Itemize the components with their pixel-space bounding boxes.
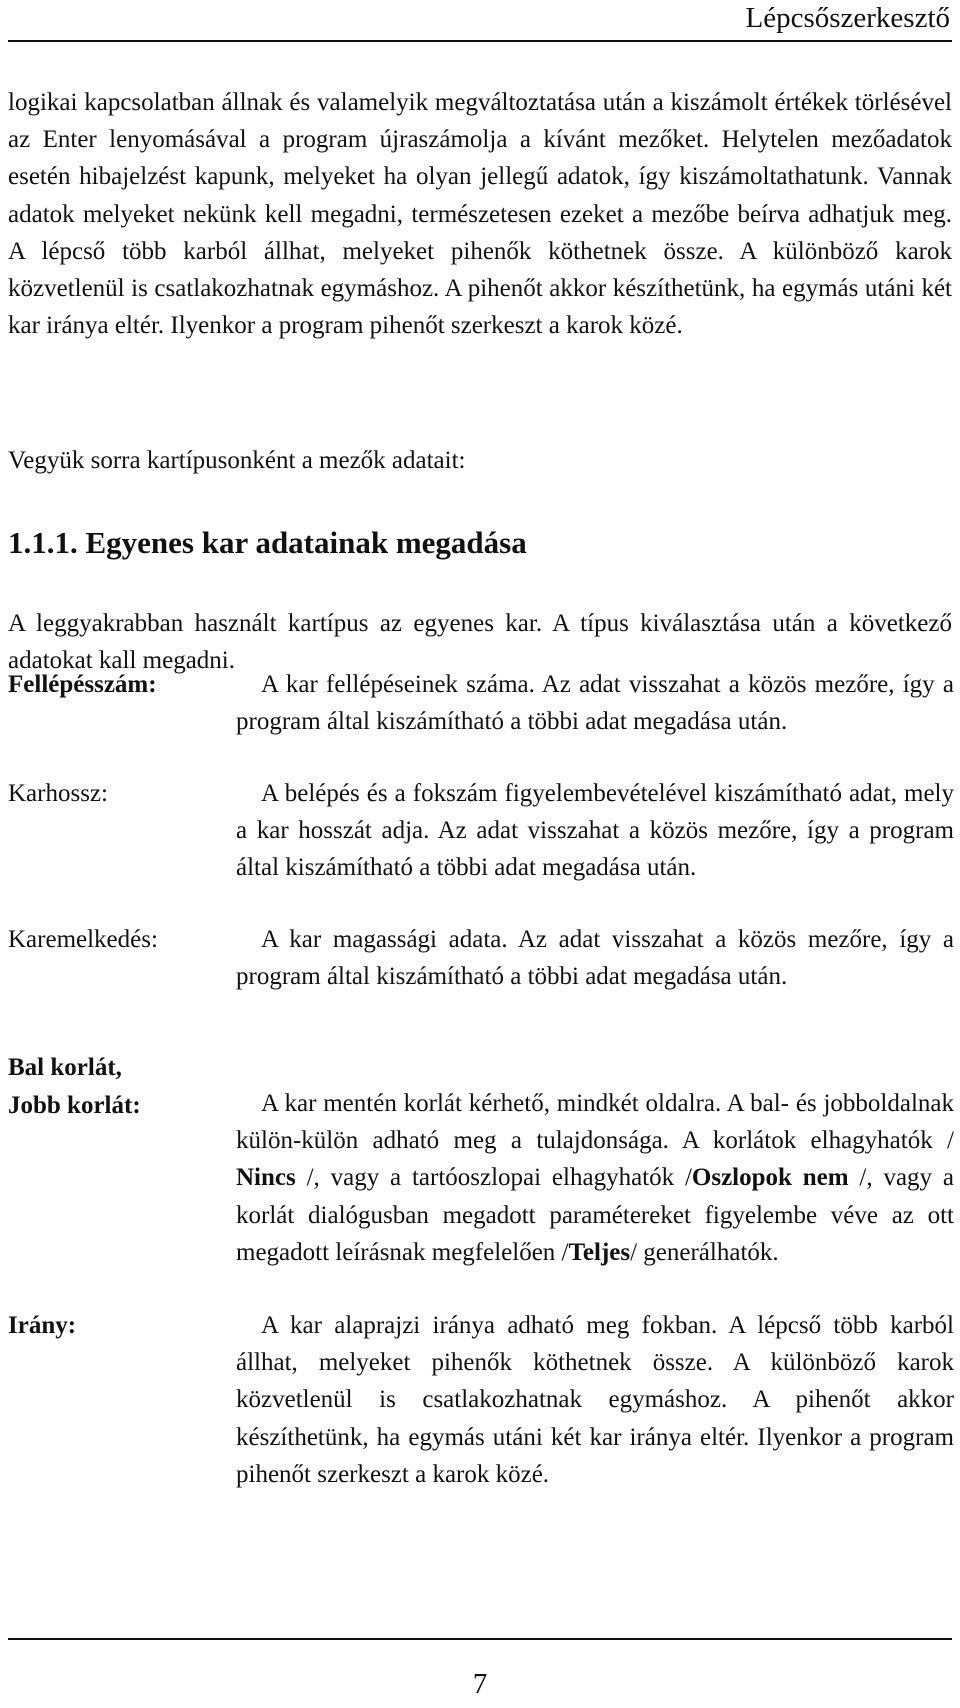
section-heading: 1.1.1. Egyenes kar adatainak megadása: [8, 525, 527, 560]
term-fellepesszam: Fellépésszám:: [8, 671, 157, 698]
footer-rule: [8, 1638, 952, 1640]
running-header-title: Lépcsőszerkesztő: [745, 2, 950, 34]
term-jobb-korlat: Jobb korlát:: [8, 1092, 141, 1119]
fields-intro-line: Vegyük sorra kartípusonként a mezők adatait:: [8, 447, 466, 474]
term-karemelkedes: Karemelkedés:: [8, 926, 158, 953]
term-karhossz: Karhossz:: [8, 780, 108, 807]
desc-fellepesszam: A kar fellépéseinek száma. Az adat visszahat a közös mezőre, így a program által kiszámítható a többi adat megadása után.: [236, 671, 954, 736]
desc-korlat: [236, 1085, 954, 1271]
option-nincs: Nincs: [236, 1164, 296, 1192]
section-intro-paragraph: A leggyakrabban használt kartípus az egyenes kar. A típus kiválasztása után a következő adatokat kall megadni.: [8, 610, 952, 675]
term-irany: Irány:: [8, 1312, 77, 1339]
desc-korlat-part-1: A kar mentén korlát kérhető, mindkét oldalra. A bal- és jobboldalnak külön-külön adható meg a tulajdonsága. A korlátok elhagyhatók /: [236, 1090, 954, 1155]
desc-korlat-part-2: /, vagy a tartóoszlopai elhagyhatók /: [295, 1164, 692, 1192]
header-rule: [8, 40, 952, 42]
term-bal-korlat: Bal korlát,: [8, 1054, 122, 1081]
desc-korlat-part-3: /, vagy a korlát dialógusban megadott paramétereket figyelembe véve az ott megadott leírásnak megfelelően /: [236, 1164, 954, 1266]
desc-irany: A kar alaprajzi iránya adható meg fokban. A lépcső több karból állhat, melyeket pihenők köthetnek össze. A különböző karok közvetlenül is csatlakozhatnak egymáshoz. A pihenőt akkor készíthetünk, ha egymás utáni két kar iránya eltér. Ilyenkor a program pihenőt szerkeszt a karok közé.: [236, 1312, 954, 1488]
desc-korlat-part-4: / generálhatók.: [630, 1238, 779, 1266]
desc-karemelkedes: A kar magassági adata. Az adat visszahat a közös mezőre, így a program által kiszámítható a többi adat megadása után.: [236, 926, 954, 991]
page-number: 7: [472, 1668, 488, 1700]
option-oszlopok-nem: Oszlopok nem: [691, 1164, 849, 1192]
intro-paragraph: logikai kapcsolatban állnak és valamelyik megváltoztatása után a kiszámolt értékek törlésével az Enter lenyomásával a program újraszámolja a kívánt mezőket. Helytelen mezőadatok esetén hibajelzést kapunk, melyeket ha olyan jellegű adatok, így kiszámoltathatunk. Vannak adatok melyeket nekünk kell megadni, természetesen ezeket a mezőbe beírva adhatjuk meg. A lépcső több karból állhat, melyeket pihenők köthetnek össze. A különböző karok közvetlenül is csatlakozhatnak egymáshoz. A pihenőt akkor készíthetünk, ha egymás utáni két kar iránya eltér. Ilyenkor a program pihenőt szerkeszt a karok közé.: [8, 89, 952, 340]
option-teljes: Teljes: [568, 1238, 631, 1266]
desc-karhossz: A belépés és a fokszám figyelembevételével kiszámítható adat, mely a kar hosszát adja. Az adat visszahat a közös mezőre, így a program által kiszámítható a többi adat megadása után.: [236, 780, 954, 882]
